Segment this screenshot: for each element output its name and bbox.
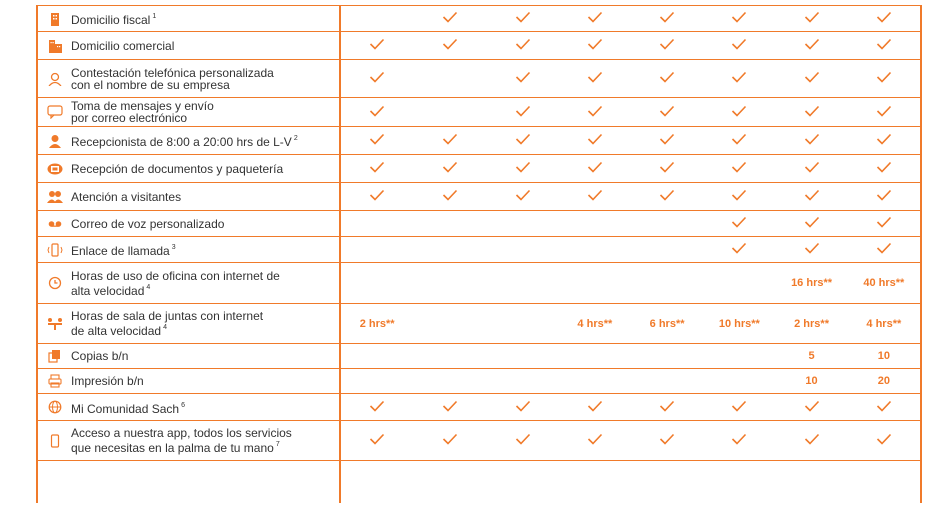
empty-cell [559,211,631,237]
footnote-marker: 3 [171,244,176,251]
copies-icon [47,348,63,364]
check-icon [559,32,631,60]
service-label-cell [38,304,340,344]
check-icon [414,155,486,183]
empty-cell [631,344,703,369]
check-icon [631,421,703,461]
check-icon [848,127,920,155]
check-icon [487,60,559,98]
plan-value: 2 hrs** [359,317,395,330]
check-icon [631,6,703,32]
empty-cell [631,237,703,263]
check-icon [775,155,847,183]
empty-cell [703,344,775,369]
check-icon [340,421,414,461]
check-icon [487,6,559,32]
empty-cell [340,344,414,369]
empty-cell [559,237,631,263]
check-icon [414,421,486,461]
check-icon [340,32,414,60]
check-icon [703,32,775,60]
check-icon [631,127,703,155]
check-icon [848,211,920,237]
table-row [38,32,920,60]
empty-cell [340,6,414,32]
check-icon [340,394,414,421]
table-row [38,237,920,263]
check-icon [487,183,559,211]
check-icon [848,60,920,98]
plan-value: 4 hrs** [577,317,613,330]
empty-cell [559,263,631,304]
plan-value: 10 [805,375,818,387]
operator-icon [47,71,63,87]
check-icon [631,98,703,127]
meeting-room-icon [47,316,63,332]
check-icon [703,394,775,421]
chat-bubble-icon [47,104,63,120]
service-label: Impresión b/n [71,374,144,388]
check-icon [631,155,703,183]
check-icon [559,183,631,211]
table-row [38,344,920,369]
service-label: Recepcionista de 8:00 a 20:00 hrs de L-V $^2$ [71,135,298,149]
check-icon [848,32,920,60]
plan-value: 4 hrs** [866,317,902,330]
phone-vibrate-icon [47,242,63,258]
service-label: Acceso a nuestra app, todos los servicios que necesitas en la palma de tu mano $^7$ [71,426,292,455]
check-icon [775,237,847,263]
table-row [38,183,920,211]
table-row [38,304,920,344]
check-icon [703,127,775,155]
footnote-marker: 1 [152,13,157,20]
plan-value: 40 hrs** [863,277,905,289]
empty-cell [631,211,703,237]
empty-cell [414,369,486,394]
service-label: Horas de sala de juntas con internet de alta velocidad $^4$ [71,309,264,338]
clock-icon [47,275,63,291]
empty-cell [340,237,414,263]
check-icon [703,98,775,127]
empty-cell [340,211,414,237]
service-label: Horas de uso de oficina con internet de alta velocidad $^4$ [71,268,280,298]
check-icon [703,211,775,237]
check-icon [559,421,631,461]
check-icon [775,60,847,98]
empty-cell [703,369,775,394]
check-icon [775,98,847,127]
empty-cell [414,344,486,369]
service-label: Domicilio fiscal $^1$ [71,13,157,27]
check-icon [340,183,414,211]
table-row [38,421,920,461]
empty-cell [414,304,486,344]
footnote-marker: 7 [275,441,280,448]
check-icon [559,155,631,183]
package-icon [47,161,63,177]
service-label-cell [38,263,340,304]
check-icon [340,127,414,155]
service-label-cell [38,183,340,211]
check-icon [414,6,486,32]
check-icon [414,394,486,421]
plan-value: 6 hrs** [649,317,685,330]
table-row [38,211,920,237]
services-table-body [38,6,920,461]
check-icon [775,211,847,237]
plan-value: 20 [877,375,890,387]
table-row [38,394,920,421]
check-icon [414,32,486,60]
plan-value: 2 hrs** [794,317,829,330]
table-row [38,155,920,183]
empty-cell [414,263,486,304]
service-label-cell [38,369,340,394]
check-icon [703,183,775,211]
service-label-cell [38,344,340,369]
check-icon [848,237,920,263]
footnote-marker: 2 [293,135,298,142]
check-icon [848,394,920,421]
empty-cell [340,263,414,304]
check-icon [703,6,775,32]
check-icon [559,394,631,421]
service-label-cell [38,60,340,98]
service-label-cell [38,394,340,421]
empty-cell [487,263,559,304]
plan-value: 10 hrs** [718,317,760,330]
table-row [38,263,920,304]
mobile-icon [47,433,63,449]
check-icon [775,183,847,211]
check-icon [775,6,847,32]
service-label: Copias b/n [71,349,129,363]
empty-cell [487,369,559,394]
check-icon [703,155,775,183]
service-label: Toma de mensajes y envío por correo electrónico [71,99,214,125]
service-label-cell [38,237,340,263]
voicemail-icon [47,216,63,232]
table-row [38,6,920,32]
empty-cell [487,211,559,237]
empty-cell [414,98,486,127]
check-icon [414,183,486,211]
check-icon [487,127,559,155]
service-label-cell [38,98,340,127]
receptionist-icon [47,133,63,149]
check-icon [631,32,703,60]
check-icon [775,421,847,461]
plan-value: 5 [808,350,815,362]
check-icon [848,421,920,461]
empty-cell [559,369,631,394]
empty-cell [631,263,703,304]
empty-cell [487,344,559,369]
globe-icon [47,399,63,415]
empty-cell [414,237,486,263]
check-icon [775,394,847,421]
printer-icon [47,373,63,389]
check-icon [848,98,920,127]
check-icon [487,32,559,60]
check-icon [487,421,559,461]
empty-cell [414,211,486,237]
service-label-cell [38,32,340,60]
service-label-cell [38,211,340,237]
table-row [38,60,920,98]
service-label: Atención a visitantes [71,189,182,204]
check-icon [559,60,631,98]
check-icon [559,98,631,127]
empty-cell [414,60,486,98]
plan-value: 10 [877,350,890,362]
building-icon [47,11,63,27]
check-icon [487,155,559,183]
check-icon [848,155,920,183]
service-label-cell [38,127,340,155]
empty-cell [340,369,414,394]
check-icon [775,127,847,155]
service-label: Domicilio comercial [71,38,175,53]
check-icon [487,98,559,127]
service-label: Contestación telefónica personalizada con el nombre de su empresa [71,65,274,92]
table-row [38,127,920,155]
office-building-icon [47,38,63,54]
plan-value: 16 hrs** [791,277,833,289]
check-icon [487,394,559,421]
check-icon [631,394,703,421]
footnote-marker: 4 [146,283,151,291]
check-icon [703,60,775,98]
service-label: Correo de voz personalizado [71,216,225,231]
check-icon [848,183,920,211]
empty-cell [631,369,703,394]
check-icon [559,127,631,155]
check-icon [703,421,775,461]
check-icon [340,155,414,183]
empty-cell [487,304,559,344]
empty-cell [703,263,775,304]
service-label-cell [38,6,340,32]
check-icon [848,6,920,32]
check-icon [414,127,486,155]
services-table [38,5,920,461]
check-icon [775,32,847,60]
check-icon [703,237,775,263]
table-row [38,98,920,127]
empty-cell [487,237,559,263]
footnote-marker: 4 [163,324,167,331]
service-label-cell [38,155,340,183]
check-icon [340,98,414,127]
check-icon [631,60,703,98]
service-label: Enlace de llamada $^3$ [71,244,176,258]
service-label: Recepción de documentos y paquetería [71,161,284,176]
service-label: Mi Comunidad Sach $^6$ [71,401,185,416]
footnote-marker: 6 [181,401,185,409]
visitors-icon [47,189,63,205]
service-label-cell [38,421,340,461]
table-row [38,369,920,394]
empty-cell [559,344,631,369]
check-icon [559,6,631,32]
check-icon [340,60,414,98]
check-icon [631,183,703,211]
